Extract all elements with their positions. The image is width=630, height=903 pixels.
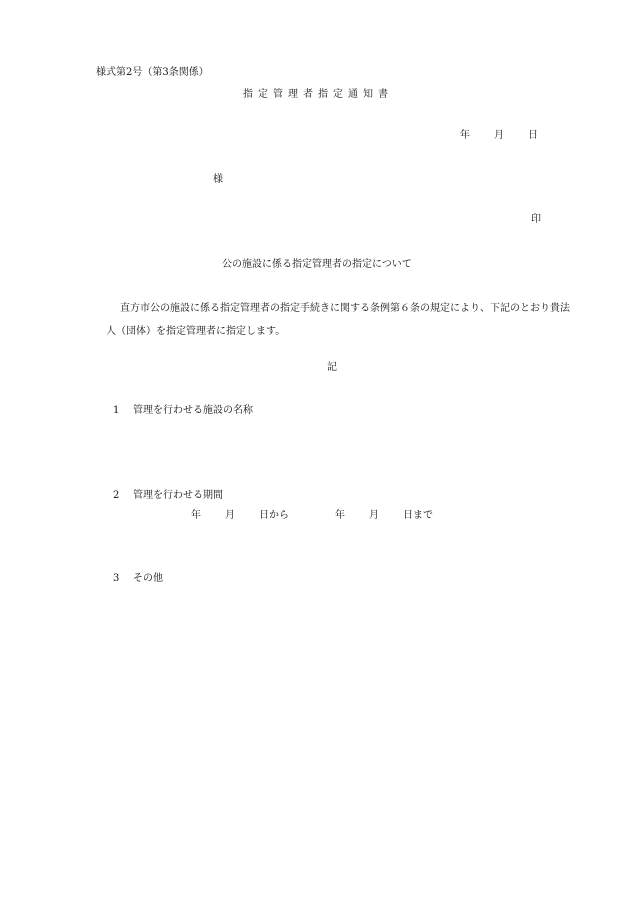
date-year: 年 <box>460 130 470 141</box>
body-text: 直方市公の施設に係る指定管理者の指定手続きに関する条例第６条の規定により、下記のとおり貴法人（団体）を指定管理者に指定します。 <box>106 303 570 337</box>
subject-line: 公の施設に係る指定管理者の指定について <box>222 259 412 270</box>
item-number: 3 <box>113 573 120 584</box>
date-month: 月 <box>494 130 504 141</box>
period-line <box>191 510 433 522</box>
period-end-month: 月 <box>369 510 379 521</box>
item-other <box>113 573 163 585</box>
item-number: 2 <box>113 490 120 501</box>
period-start-day: 日から <box>259 510 289 521</box>
seal-mark: 印 <box>531 214 541 225</box>
item-label: その他 <box>133 573 163 584</box>
document-title: 指定管理者指定通知書 <box>243 89 393 100</box>
ki-heading: 記 <box>327 362 337 373</box>
period-end-day: 日まで <box>403 510 433 521</box>
item-number: 1 <box>113 405 120 416</box>
period-start-month: 月 <box>225 510 235 521</box>
form-number: 様式第2号（第3条関係） <box>96 67 209 78</box>
date-line <box>460 130 538 142</box>
date-day: 日 <box>528 130 538 141</box>
item-label: 管理を行わせる期間 <box>133 490 223 501</box>
item-label: 管理を行わせる施設の名称 <box>133 405 253 416</box>
item-management-period <box>113 490 223 502</box>
period-start-year: 年 <box>191 510 201 521</box>
addressee-suffix: 様 <box>213 174 223 185</box>
period-end-year: 年 <box>335 510 345 521</box>
item-facility-name <box>113 405 253 417</box>
